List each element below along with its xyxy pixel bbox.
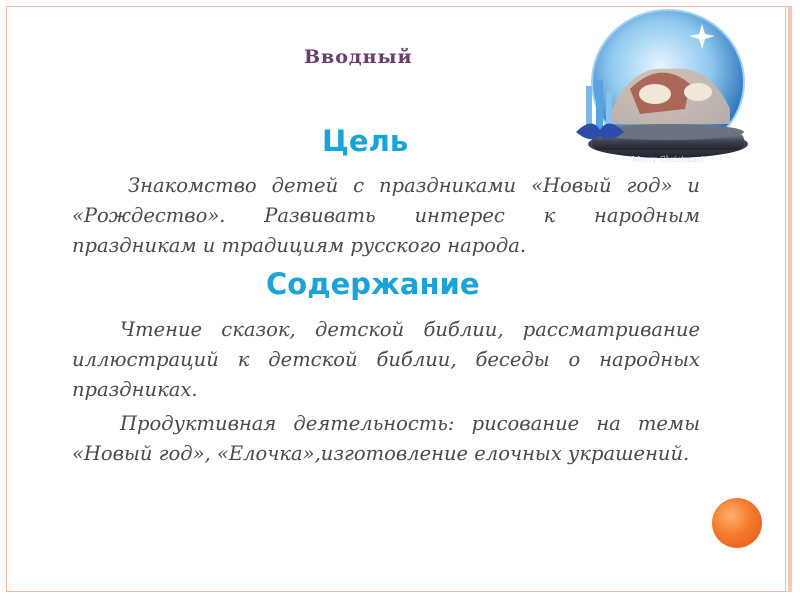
right-decorative-line [785, 7, 786, 592]
slide-title: Вводный [304, 46, 413, 68]
snow-globe-icon [570, 4, 762, 176]
orange-dot-icon [712, 498, 762, 548]
content-paragraph-2: Продуктивная деятельность: рисование на темы «Новый год», «Елочка»,изготовление елочных украшений. [72, 412, 700, 465]
goal-heading: Цель [322, 124, 409, 158]
right-decorative-stripe [788, 7, 792, 592]
globe-caption: Merry Christmas! [631, 155, 705, 164]
goal-text: Знакомство детей с праздниками «Новый год» и «Рождество». Развивать интерес к народным праздникам и традициям русского народа. [72, 174, 700, 257]
content-heading: Содержание [266, 267, 480, 301]
content-paragraph-1: Чтение сказок, детской библии, рассматривание иллюстраций к детской библии, беседы о народных праздниках. [72, 318, 700, 401]
